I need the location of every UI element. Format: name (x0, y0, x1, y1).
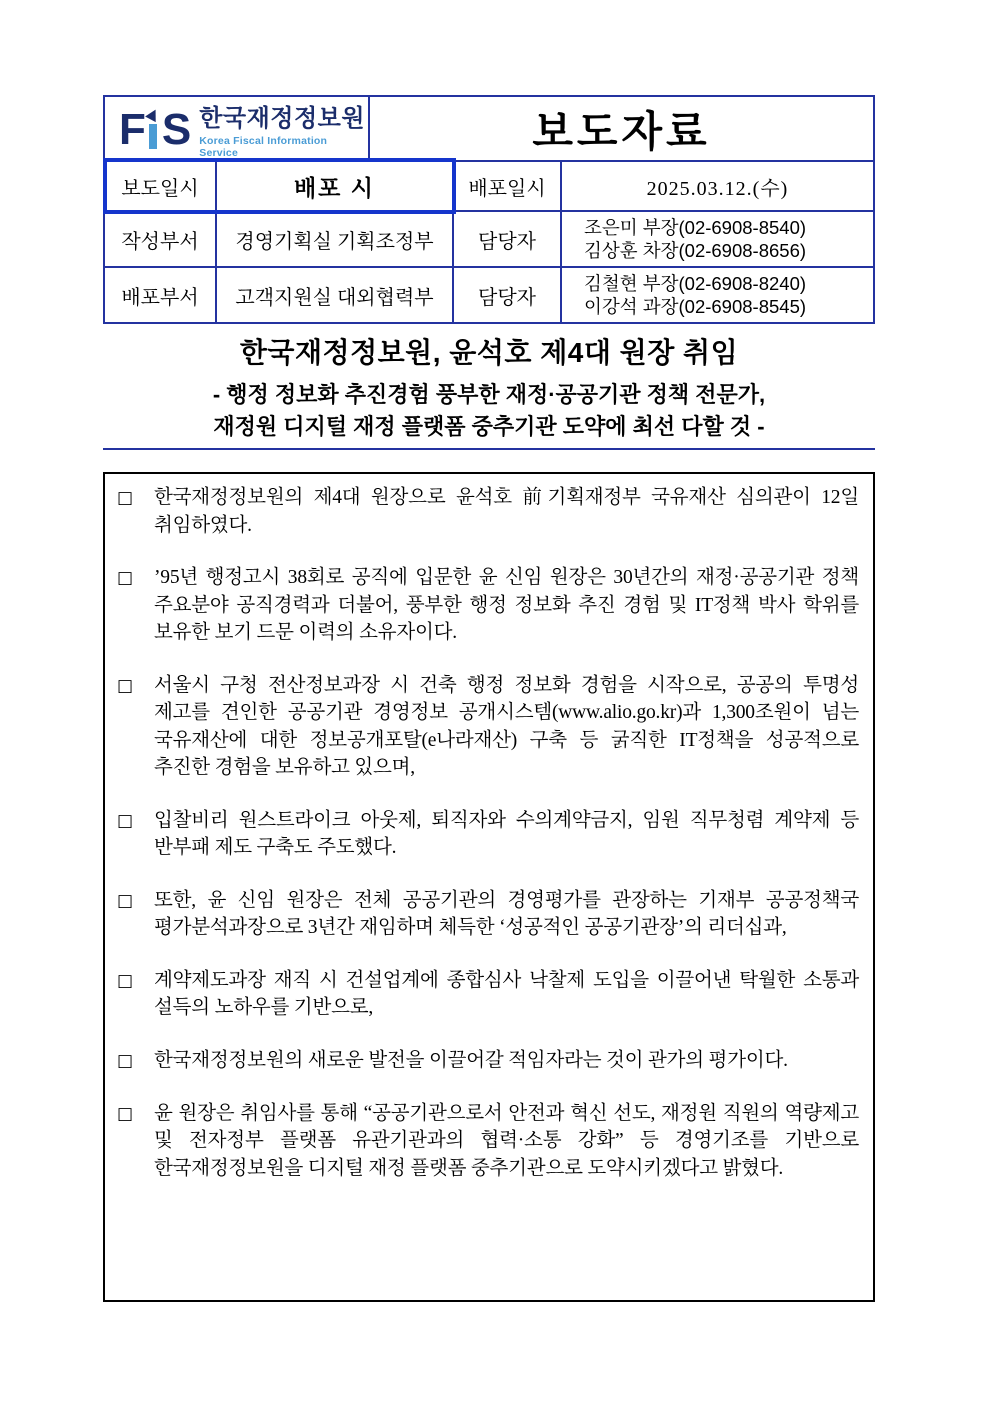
checkbox-bullet-icon: □ (117, 970, 134, 991)
checkbox-bullet-icon: □ (117, 675, 134, 696)
paragraph (117, 564, 859, 647)
checkbox-bullet-icon: □ (117, 1050, 134, 1071)
paragraph-text: 윤 원장은 취임사를 통해 “공공기관으로서 안전과 혁신 선도, 재정원 직원의 역량제고 및 전자정부 플랫폼 유관기관과의 협력·소통 강화” 등 경영기조를 기반으로 한국재정정보원을 디지털 재정 플랫폼 중추기관으로 도약시키겠다고 밝혔다. (154, 1102, 859, 1179)
paragraph-text: 한국재정정보원의 제4대 원장으로 윤석호 前기획재정부 국유재산 심의관이 12일 취임하였다. (154, 487, 859, 536)
fis-logo-icon (119, 105, 190, 155)
writing-contact-label: 담당자 (452, 212, 560, 266)
distribution-dept-label: 배포부서 (121, 286, 199, 309)
logo-i-accent (145, 106, 161, 121)
distribution-dept-value: 고객지원실 대외협력부 (215, 268, 452, 322)
distribution-contact-label: 담당자 (452, 268, 560, 322)
checkbox-bullet-icon: □ (117, 488, 134, 508)
distribution-dept-row (105, 266, 873, 322)
paragraph-text: ’95년 행정고시 38회로 공직에 입문한 윤 신임 원장은 30년간의 재정·공공기관 정책 주요분야 공직경력과 더불어, 풍부한 행정 정보화 추진 경험 및 IT정책 박사 학위를 보유한 보기 드문 이력의 소유자이다. (154, 567, 859, 643)
release-date-value: 배포 시 (215, 162, 452, 210)
paragraph (117, 484, 859, 539)
contact-line: 조은미 부장(02-6908-8540) (584, 217, 807, 238)
checkbox-bullet-icon: □ (117, 810, 134, 831)
writing-dept-row (105, 210, 873, 266)
paragraph (117, 967, 859, 1022)
distribution-contacts (560, 268, 873, 322)
paragraph-text: 계약제도과장 재직 시 건설업계에 종합심사 낙찰제 도입을 이끌어낸 탁월한 소통과 설득의 노하우를 기반으로, (154, 969, 859, 1018)
paragraph-text: 또한, 윤 신임 원장은 전체 공공기관의 경영평가를 관장하는 기재부 공공정책국 평가분석과장으로 3년간 재임하며 체득한 ‘성공적인 공공기관장’의 리더십과, (154, 889, 859, 938)
paragraph (117, 807, 859, 862)
release-row (105, 160, 873, 210)
paragraph-text: 서울시 구청 전산정보과장 시 건축 행정 정보화 경험을 시작으로, 공공의 투명성 제고를 견인한 공공기관 경영정보 공개시스템(www.alio.go.kr)과 1,300조원이 넘는 국유재산에 대한 정보공개포탈(e나라재산) 구축 등 굵직한 IT정책을 성공적으로 추진한 경험을 보유하고 있으며, (154, 674, 859, 778)
header-table (103, 95, 875, 324)
divider-rule (103, 448, 875, 450)
paragraph (117, 1100, 859, 1183)
body-box (103, 472, 875, 1302)
distribution-date-label: 배포일시 (452, 162, 560, 210)
logo-cell (105, 97, 368, 160)
logo-letter-s: S (161, 105, 190, 155)
checkbox-bullet-icon: □ (117, 1103, 134, 1124)
paragraph (117, 672, 859, 782)
doc-type-title: 보도자료 (368, 97, 873, 160)
writing-contacts (560, 212, 873, 266)
logo-i-stem (149, 124, 157, 149)
subtitle-line-1: - 행정 정보화 추진경험 풍부한 재정·공공기관 정책 전문가, (212, 382, 766, 407)
contact-line: 김상훈 차장(02-6908-8656) (584, 240, 807, 261)
org-name-korean: 한국재정정보원 (199, 105, 366, 132)
contact-line: 이강석 과장(02-6908-8545) (584, 296, 807, 317)
contact-line: 김철현 부장(02-6908-8240) (584, 273, 807, 294)
distribution-date-value: 2025.03.12.(수) (560, 162, 873, 210)
paragraph-text: 한국재정정보원의 새로운 발전을 이끌어갈 적임자라는 것이 관가의 평가이다. (154, 1049, 788, 1071)
header-row (105, 97, 873, 160)
logo-letter-f: F (119, 105, 144, 155)
checkbox-bullet-icon: □ (117, 890, 134, 911)
subtitle (103, 379, 875, 443)
paragraph-text: 입찰비리 원스트라이크 아웃제, 퇴직자와 수의계약금지, 임원 직무청렴 계약제 등 반부패 제도 구축도 주도했다. (154, 809, 859, 858)
page-title: 한국재정정보원, 윤석호 제4대 원장 취임 (239, 337, 739, 368)
writing-dept-label: 작성부서 (121, 230, 199, 253)
release-date-label: 보도일시 (121, 177, 199, 200)
logo-letter-i-icon (146, 109, 160, 149)
checkbox-bullet-icon: □ (117, 568, 134, 588)
org-name-english: Korea Fiscal Information Service (199, 135, 328, 159)
org-names (199, 98, 368, 159)
writing-dept-value: 경영기획실 기획조정부 (215, 212, 452, 266)
subtitle-line-2: 재정원 디지털 재정 플랫폼 중추기관 도약에 최선 다할 것 - (213, 414, 765, 439)
paragraph (117, 1047, 859, 1075)
paragraph (117, 887, 859, 942)
